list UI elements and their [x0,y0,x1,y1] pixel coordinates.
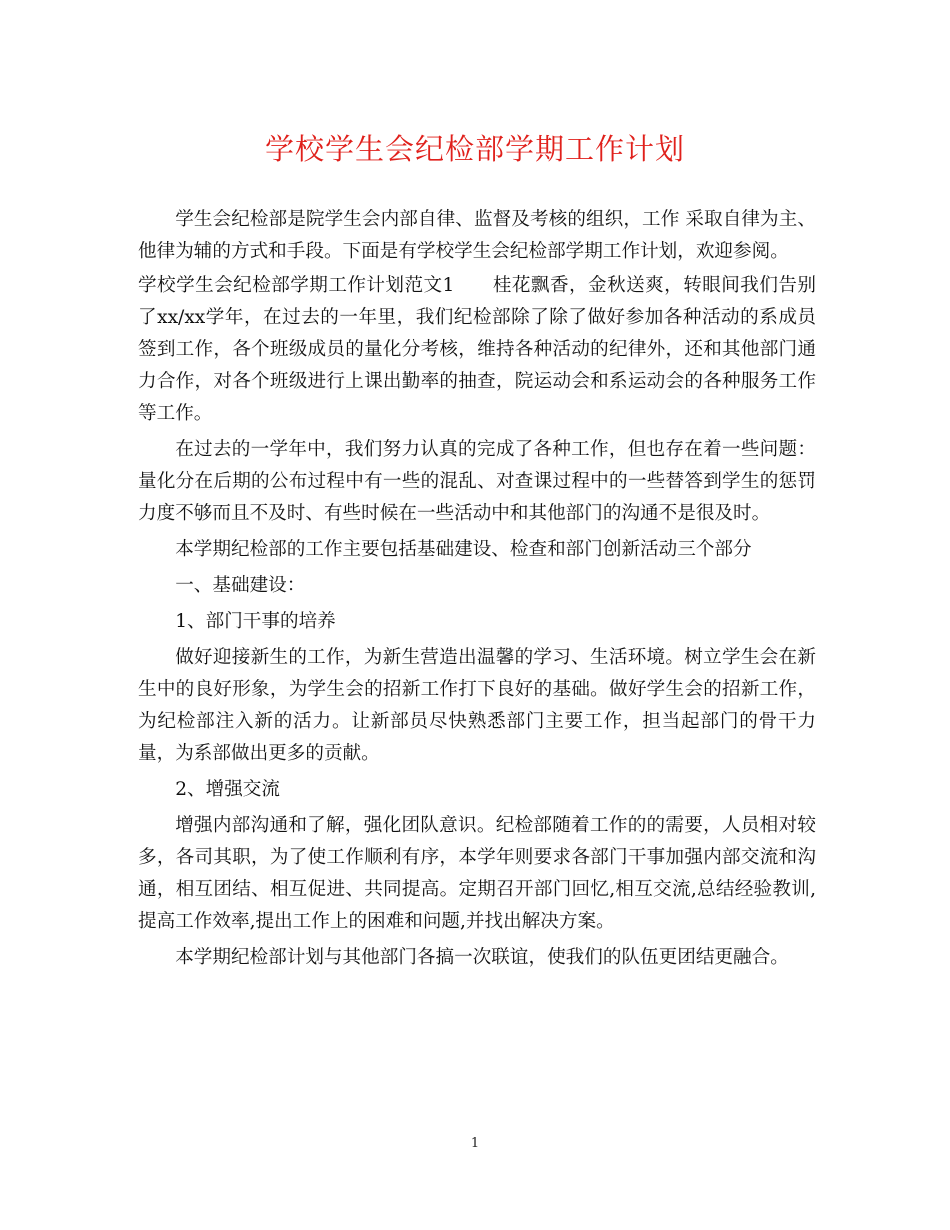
paragraph-problems: 在过去的一学年中，我们努力认真的完成了各种工作，但也存在着一些问题：量化分在后期的公布过程中有一些的混乱、对查课过程中的一些替答到学生的惩罚力度不够而且不及时、有些时候在一些活动中和其他部门的沟通不是很及时。 [138,439,816,524]
paragraph-work-scope: 本学期纪检部的工作主要包括基础建设、检查和部门创新活动三个部分 [175,539,752,560]
paragraph-joint-event: 本学期纪检部计划与其他部门各搞一次联谊，使我们的队伍更团结更融合。 [175,947,789,968]
document-body [138,204,816,978]
paragraph-communication: 增强内部沟通和了解，强化团队意识。纪检部随着工作的的需要，人员相对较多，各司其职，为了使工作顺利有序，本学年则要求各部门干事加强内部交流和沟通，相互团结、相互促进、共同提高。定期召开部门回忆,相互交流,总结经验教训,提高工作效率,提出工作上的困难和问题,并找出解决方案。 [138,815,816,932]
paragraph-intro: 学生会纪检部是院学生会内部自律、监督及考核的组织，工作 采取自律为主、他律为辅的方式和手段。下面是有学校学生会纪检部学期工作计划，欢迎参阅。 [138,209,816,262]
heading-communication: 2、增强交流 [175,779,280,800]
page-number: 1 [470,1136,480,1151]
heading-basic-construction: 一、基础建设： [175,575,306,596]
heading-staff-training: 1、部门干事的培养 [175,611,336,632]
paragraph-sample-1: 学校学生会纪检部学期工作计划范文1 桂花飘香，金秋送爽，转眼间我们告别了xx/xx学年，在过去的一年里，我们纪检部除了除了做好参加各种活动的系成员签到工作，各个班级成员的量化分考核，维持各种活动的纪律外，还和其他部门通力合作，对各个班级进行上课出勤率的抽查，院运动会和系运动会的各种服务工作等工作。 [138,275,816,424]
paragraph-staff-training: 做好迎接新生的工作，为新生营造出温馨的学习、生活环境。树立学生会在新生中的良好形象，为学生会的招新工作打下良好的基础。做好学生会的招新工作，为纪检部注入新的活力。让新部员尽快熟悉部门主要工作，担当起部门的骨干力量，为系部做出更多的贡献。 [138,647,816,764]
document-title: 学校学生会纪检部学期工作计划 [264,132,685,166]
